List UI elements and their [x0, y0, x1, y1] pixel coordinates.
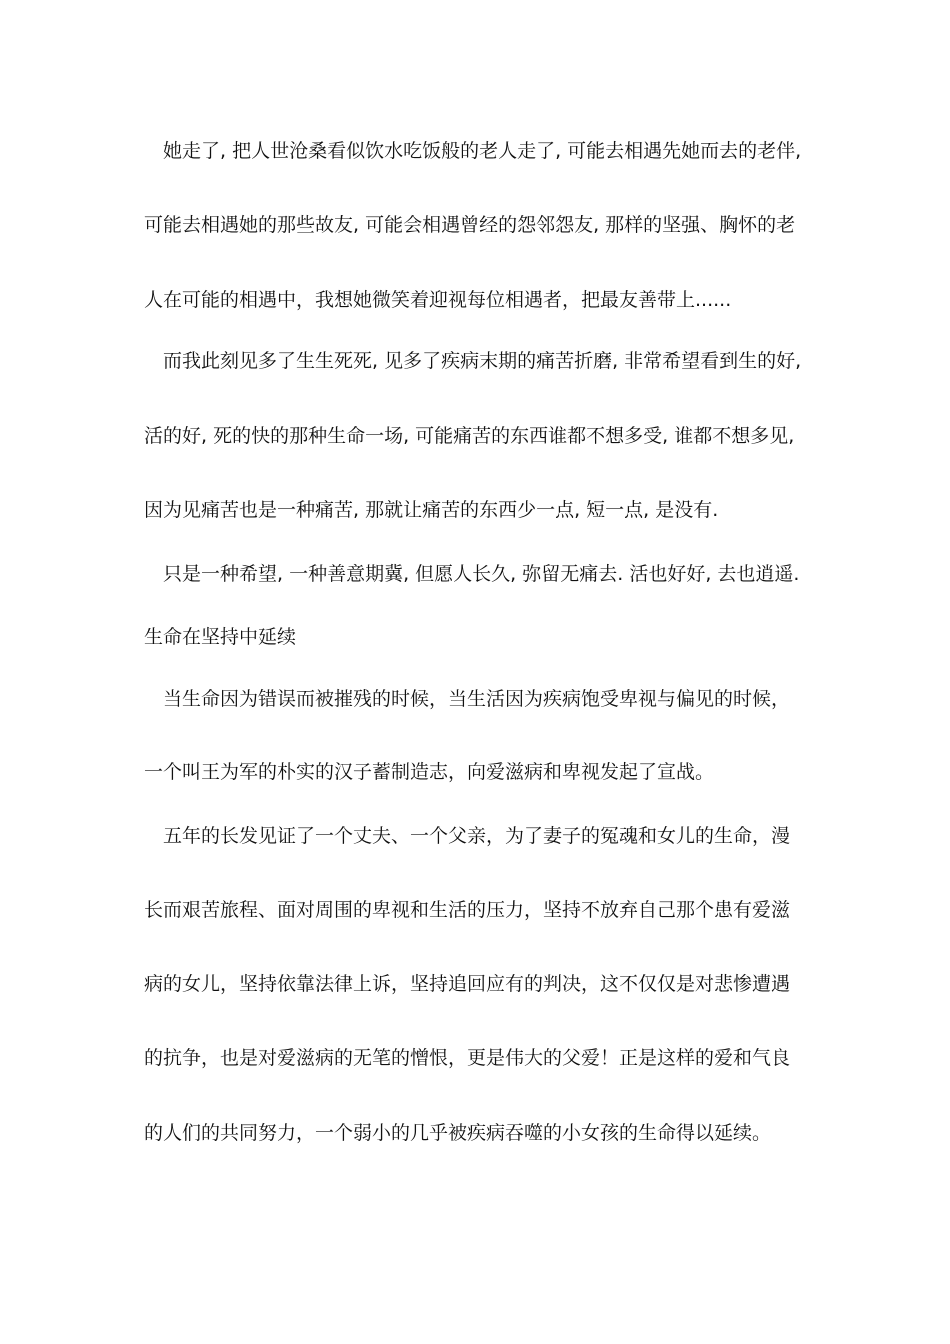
section-heading: 生命在坚持中延续 [144, 626, 297, 648]
paragraph-4-line-1: 当生命因为错误而被摧残的时候，当生活因为疾病饱受卑视与偏见的时候， [163, 688, 791, 710]
paragraph-5-line-4: 的抗争，也是对爱滋病的无笔的憎恨，更是伟大的父爱！正是这样的爱和气良 [144, 1047, 791, 1069]
paragraph-3-line-1: 只是一种希望, 一种善意期冀, 但愿人长久, 弥留无痛去. 活也好好, 去也逍遥. [163, 563, 800, 585]
paragraph-2-line-1: 而我此刻见多了生生死死, 见多了疾病末期的痛苦折磨, 非常希望看到生的好, [163, 350, 802, 372]
paragraph-2-line-2: 活的好, 死的快的那种生命一场, 可能痛苦的东西谁都不想多受, 谁都不想多见, [144, 425, 795, 447]
paragraph-1-line-3: 人在可能的相遇中，我想她微笑着迎视每位相遇者，把最友善带上...... [144, 289, 732, 311]
paragraph-5-line-2: 长而艰苦旅程、面对周围的卑视和生活的压力，坚持不放弃自己那个患有爱滋 [144, 899, 791, 921]
paragraph-1-line-1: 她走了, 把人世沧桑看似饮水吃饭般的老人走了, 可能去相遇先她而去的老伴, [163, 140, 802, 162]
paragraph-5-line-1: 五年的长发见证了一个丈夫、一个父亲，为了妻子的冤魂和女儿的生命，漫 [163, 825, 791, 847]
paragraph-2-line-3: 因为见痛苦也是一种痛苦, 那就让痛苦的东西少一点, 短一点, 是没有. [144, 499, 719, 521]
paragraph-5-line-3: 病的女儿，坚持依靠法律上诉，坚持追回应有的判决，这不仅仅是对悲惨遭遇 [144, 973, 791, 995]
paragraph-4-line-2: 一个叫王为军的朴实的汉子蓄制造志，向爱滋病和卑视发起了宣战。 [144, 761, 715, 783]
paragraph-1-line-2: 可能去相遇她的那些故友, 可能会相遇曾经的怨邻怨友, 那样的坚强、胸怀的老 [144, 214, 796, 236]
paragraph-5-line-5: 的人们的共同努力，一个弱小的几乎被疾病吞噬的小女孩的生命得以延续。 [144, 1122, 772, 1144]
